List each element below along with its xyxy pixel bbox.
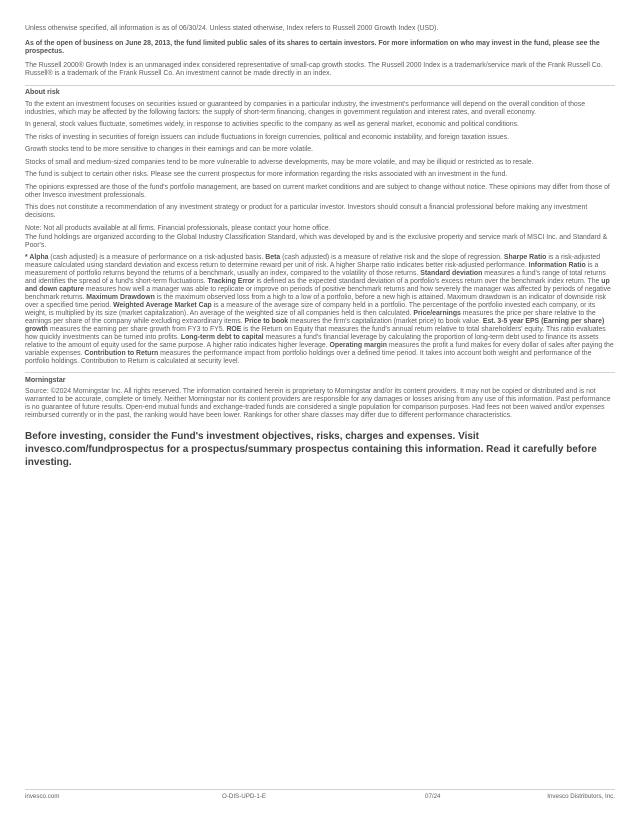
- footer-website: invesco.com: [25, 793, 60, 800]
- recommendation-note: This does not constitute a recommendation of any investment strategy or product for a particular investor. Investors should consult a financial professional before making any investment decisions.: [25, 204, 588, 219]
- limited-sales-note: As of the open of business on June 28, 2013, the fund limited public sales of its shares to certain investors. For more information on who may invest in the fund, please see the prospectus.: [25, 39, 600, 55]
- risk-paragraph: Growth stocks tend to be more sensitive to changes in their earnings and can be more volatile.: [25, 146, 314, 153]
- risk-paragraph: Stocks of small and medium-sized companies tend to be more vulnerable to adverse developments, may be more volatile, and may be illiquid or restricted as to resale.: [25, 158, 534, 166]
- about-risk-title: About risk: [25, 89, 60, 96]
- risk-paragraph: In general, stock values fluctuate, sometimes widely, in response to activities specific to the company as well as general market, economic and political conditions.: [25, 121, 519, 128]
- definitions-paragraph: * Alpha (cash adjusted) is a measure of performance on a risk-adjusted basis. Beta (cash adjusted) is a measure of relative risk and the slope of regression. Sharpe Ratio is a risk-adjusted measure calculated using standard deviation and excess return to determine reward per unit of risk. A higher Sharpe ratio indicates better risk-adjusted performance. Information Ratio is a measurement of portfolio returns beyond the returns of a benchmark, usually an index, compared to the volatility of those returns. Standard deviation measures a fund's range of total returns and identifies the spread of a fund's short-term fluctuations. Tracking Error is defined as the expected standard deviation of a portfolio's excess return over the benchmark index return. The up and down capture measures how well a manager was able to replicate or improve on periods of positive benchmark returns and how severely the manager was affected by periods of negative benchmark returns. Maximum Drawdown is the maximum observed loss from a high to a low of a portfolio, before a new high is attained. Maximum drawdown is an indicator of downside risk over a specified time period. Weighted Average Market Cap is a measure of the average size of company held in a portfolio. The percentage of the portfolio invested each company, or its weight, is multiplied by its size (market capitalization). An average of the weighted size of all companies held is then calculated. Price/earnings measures the price per share relative to the earnings per share of the company while excluding extraordinary items. Price to book measures the firm's capitalization (market price) to book value. Est. 3-5 year EPS (Earning per share) growth measures the earning per share growth from FY3 to FY5. ROE is the Return on Equity that measures the fund's annual return relative to total shareholders' equity. This ratio evaluates how quickly investments can be turned into profits. Long-term debt to capital measures a fund's financial leverage by calculating the proportion of long-term debt used to finance its assets relative to the amount of equity used for the same purpose. A higher ratio indicates higher leverage. Operating margin measures the profit a fund makes for every dollar of sales after paying the variable expenses. Contribution to Return measures the performance impact from portfolio holdings over a defined time period. It takes into account both weight and performance of the portfolio holdings. Contribution to Return is calculated at security level.: [25, 254, 614, 365]
- page-content: [25, 25, 615, 469]
- about-risk-divider: [25, 85, 615, 86]
- risk-paragraph: The risks of investing in securities of foreign issuers can include fluctuations in foreign currencies, political and economic instability, and foreign taxation issues.: [25, 133, 509, 141]
- risk-paragraph: To the extent an investment focuses on securities issued or guaranteed by companies in a particular industry, the investment's performance will depend on the overall condition of those industries, which may be affected by the following factors: the supply of short-term financing, changes in government regulation and interest rates, and overall economy.: [25, 100, 586, 116]
- gics-note: The fund holdings are organized according to the Global Industry Classification Standard, which was developed by and is the exclusive property and service mark of MSCI Inc. and Standard & Poor's.: [25, 233, 608, 249]
- risk-paragraph: The fund is subject to certain other risks. Please see the current prospectus for more information regarding the risks associated with an investment in the fund.: [25, 171, 508, 178]
- as-of-note: Unless otherwise specified, all information is as of 06/30/24. Unless stated otherwise, Index refers to Russell 2000 Growth Index (USD).: [25, 25, 439, 32]
- risk-paragraph: The opinions expressed are those of the fund's portfolio management, are based on current market conditions and are subject to change without notice. These opinions may differ from those of other Invesco investment professionals.: [25, 183, 610, 199]
- footer-doc-code: O-DIS-UPD-1-E: [222, 793, 267, 800]
- morningstar-source-note: Source: ©2024 Morningstar Inc. All rights reserved. The information contained herein is proprietary to Morningstar and/or its content providers. It may not be copied or distributed and is not warranted to be accurate, complete or timely. Neither Morningstar nor its content providers are responsible for any damages or losses arising from any use of this information. Past performance is no guarantee of future results. Open-end mutual funds and exchange-traded funds are considered a single population for comparison purposes. Had fees not been waived and/or expenses reimbursed currently or in the past, the ranking would have been lower. Rankings for other share classes may differ due to different performance characteristics.: [25, 388, 611, 419]
- before-investing-notice: Before investing, consider the Fund's investment objectives, risks, charges and expenses. Visit invesco.com/fundprospectus for a prospectus/summary prospectus containing this information. Read it carefully before investing.: [25, 431, 597, 468]
- availability-note: Note: Not all products available at all firms. Financial professionals, please contact your home office.: [25, 224, 331, 232]
- footer-date: 07/24: [425, 793, 441, 800]
- index-description-note: The Russell 2000® Growth Index is an unmanaged index considered representative of small-cap growth stocks. The Russell 2000 Index is a trademark/service mark of the Frank Russell Co. Russell® is a trademark of the Frank Russell Co. An investment cannot be made directly in an index.: [25, 62, 603, 77]
- page-footer: [25, 789, 615, 803]
- morningstar-title: Morningstar: [25, 376, 66, 384]
- morningstar-divider: [25, 372, 615, 373]
- footer-row: [25, 790, 615, 803]
- footer-distributor: Invesco Distributors, Inc.: [547, 793, 615, 800]
